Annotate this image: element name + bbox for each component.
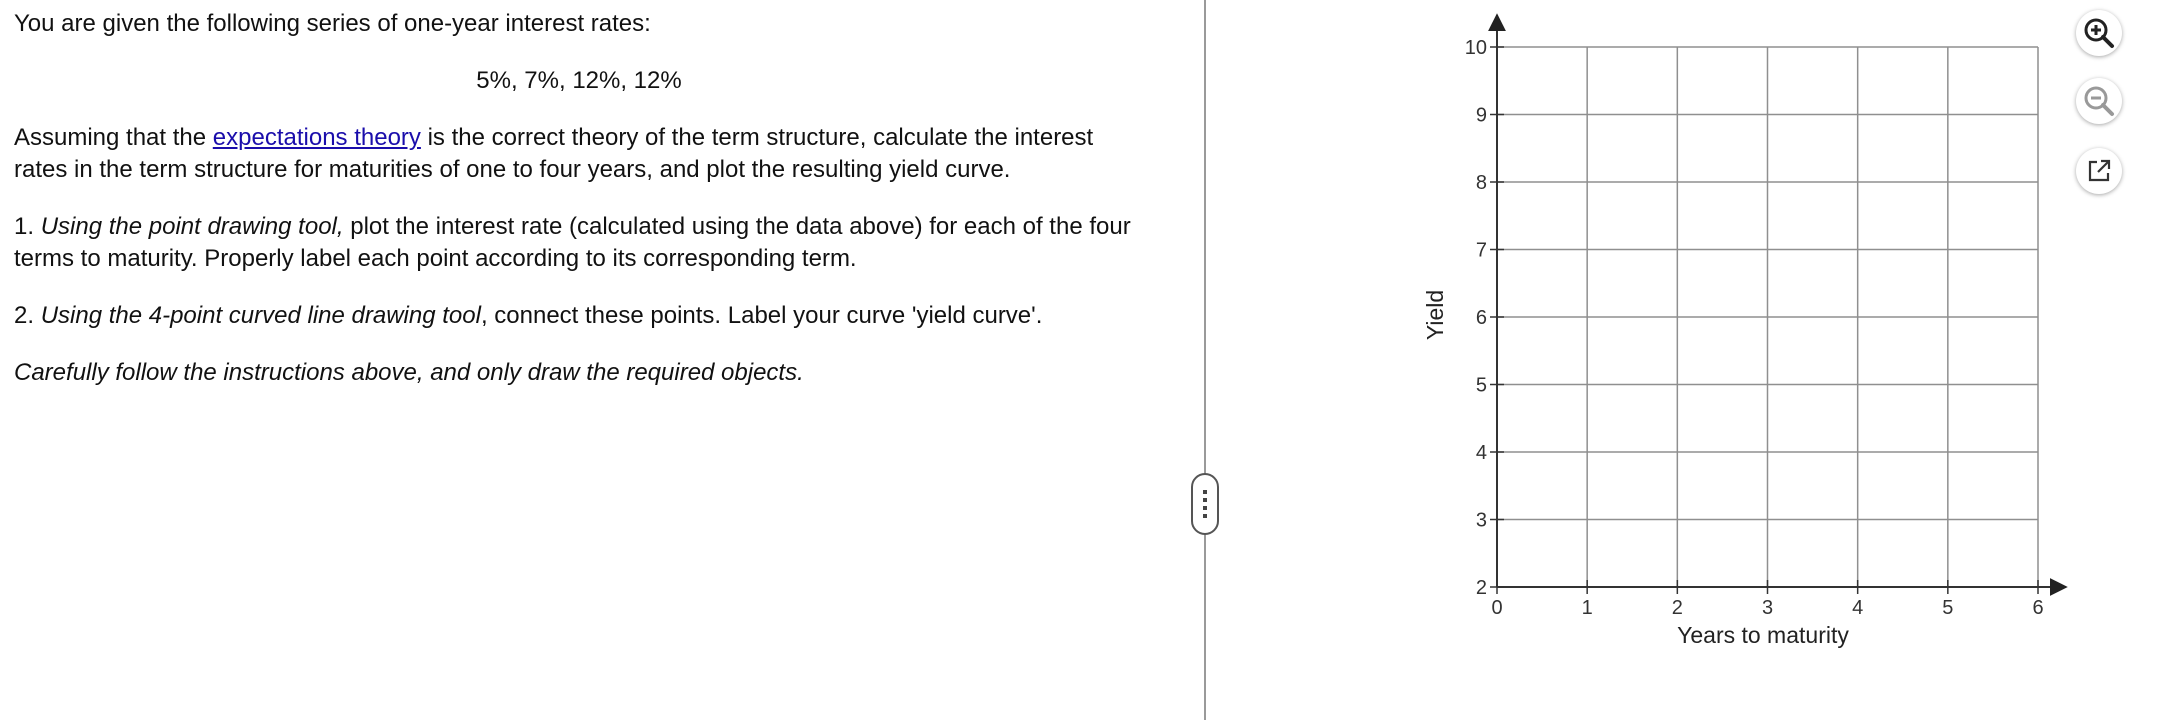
y-tick-label: 6	[1475, 307, 1487, 329]
y-tick-label: 8	[1475, 172, 1487, 194]
step-2-number: 2.	[14, 302, 41, 329]
step-1-text: plot the interest rate (calculated using the data above) for each of the four terms to maturity. Properly label each point according to its corresponding term.	[14, 213, 1131, 272]
zoom-out-button[interactable]	[2076, 78, 2122, 124]
y-tick-label: 3	[1475, 509, 1487, 532]
x-axis-label: Years to maturity	[1677, 622, 1849, 648]
zoom-in-icon	[2082, 16, 2116, 50]
zoom-out-icon	[2082, 84, 2116, 118]
popout-button[interactable]	[2076, 148, 2122, 194]
x-tick-label: 2	[1671, 597, 1683, 619]
x-tick-label: 0	[1491, 597, 1503, 619]
y-tick-label: 10	[1464, 37, 1487, 59]
external-link-icon	[2084, 156, 2114, 186]
para-text-before: Assuming that the	[14, 124, 213, 151]
y-tick-label: 9	[1475, 104, 1487, 127]
x-tick-label: 4	[1852, 597, 1864, 619]
para-text-after: is the correct theory of the term structure, calculate the interest rates in the term structure for maturities of one to four years, and plot the resulting yield curve.	[14, 124, 1094, 183]
expectations-theory-link[interactable]: expectations theory	[212, 124, 421, 151]
y-tick-label: 5	[1475, 374, 1487, 397]
note-text: Carefully follow the instructions above, and only draw the required objects.	[14, 359, 804, 386]
step-2-tool: Using the 4-point curved line drawing tool	[40, 302, 481, 329]
zoom-in-button[interactable]	[2076, 10, 2122, 56]
x-tick-label: 5	[1942, 597, 1954, 619]
y-axis-label: Yield	[1422, 289, 1448, 341]
grid-lines	[1497, 47, 2038, 587]
y-tick-label: 2	[1475, 577, 1487, 599]
y-tick-label: 7	[1475, 239, 1487, 262]
interest-rates: 5%, 7%, 12%, 12%	[476, 67, 682, 94]
step-2-text: , connect these points. Label your curve 'yield curve'.	[480, 302, 1043, 329]
axes	[1490, 15, 2066, 594]
tick-labels	[1465, 37, 2044, 619]
question-intro: You are given the following series of one-year interest rates:	[14, 10, 651, 37]
x-tick-label: 6	[2032, 597, 2044, 619]
x-tick-label: 1	[1581, 597, 1593, 619]
x-tick-label: 3	[1761, 597, 1774, 619]
step-1-number: 1.	[14, 213, 41, 240]
step-1-tool: Using the point drawing tool,	[40, 213, 344, 240]
y-tick-label: 4	[1475, 442, 1487, 464]
